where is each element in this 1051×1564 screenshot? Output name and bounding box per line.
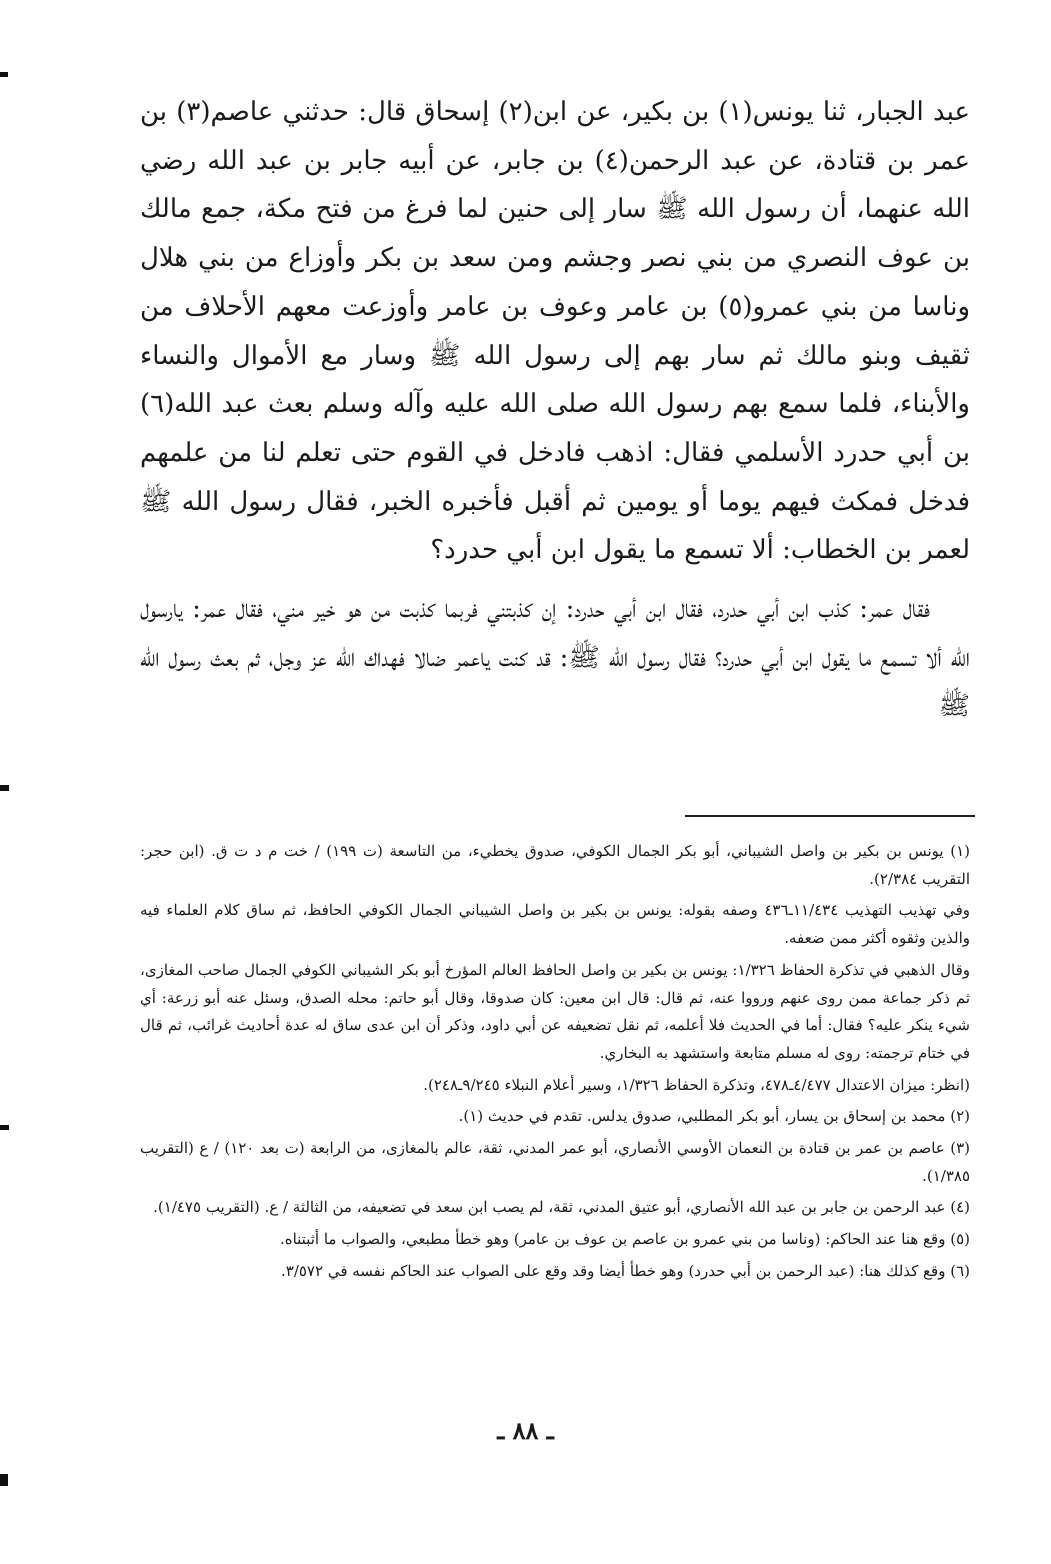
scan-mark (0, 1474, 8, 1486)
page-number: ـ ٨٨ ـ (497, 1416, 554, 1445)
footnotes (140, 838, 970, 1290)
paragraph-2: فقال عمر: كذب ابن أبي حدرد، فقال ابن أبي حدرد: إن كذبتني فربما كذبت من هو خير مني، فقال عمر: يارسول الله ألا تسمع ما يقول ابن أبي حدرد؟ فقال رسول الله ﷺ: قد كنت ياعمر ضالا فهداك الله عز وجل، ثم بعث رسول الله ﷺ (140, 594, 970, 722)
footnote-6: (٦) وقع كذلك هنا: (عبد الرحمن بن أبي حدرد) وهو خطأ أيضا وقد وقع على الصواب عند الحاكم نفسه في ٣/٥٧٢. (280, 1261, 970, 1280)
footnote-2: (٢) محمد بن إسحاق بن يسار، أبو بكر المطلبي، صدوق يدلس. تقدم في حديث (١). (458, 1107, 970, 1126)
paragraph-1: عبد الجبار، ثنا يونس(١) بن بكير، عن ابن(٢) إسحاق قال: حدثني عاصم(٣) بن عمر بن قتادة، عن عبد الرحمن(٤) بن جابر، عن أبيه جابر بن عبد الله رضي الله عنهما، أن رسول الله ﷺ سار إلى حنين لما فرغ من فتح مكة، جمع مالك بن عوف النصري من بني نصر وجشم ومن سعد بن بكر وأوزاع من بني هلال وناسا من بني عمرو(٥) بن عامر وعوف بن عامر وأوزعت معهم الأحلاف من ثقيف وبنو مالك ثم سار بهم إلى رسول الله ﷺ وسار مع الأموال والنساء والأبناء، فلما سمع بهم رسول الله صلى الله عليه وآله وسلم بعث عبد الله(٦) بن أبي حدرد الأسلمي فقال: اذهب فادخل في القوم حتى تعلم لنا من علمهم فدخل فمكث فيهم يوما أو يومين ثم أقبل فأخبره الخبر، فقال رسول الله ﷺ لعمر بن الخطاب: ألا تسمع ما يقول ابن أبي حدرد؟ (140, 97, 971, 566)
footnote-1-cont-b: وقال الذهبي في تذكرة الحفاظ ١/٣٢٦: يونس بن بكير بن واصل الحافظ العالم المؤرخ أبو بكر الشيباني الكوفي الجمال صاحب المغازى، ثم ذكر جماعة ممن روى عنهم ورووا عنه، ثم قال: قال ابن معين: كان صدوقا، وقال أبو حاتم: محله الصدق، وسئل عنه أبو زرعة: أي شيء ينكر عليه؟ فقال: أما في الحديث فلا أعلمه، ثم نقل تضعيفه عن أبي داود، وذكر أن ابن عدى ساق له عدة أحاديث غرائب، ثم قال في ختام ترجمته: روى له مسلم متابعة واستشهد به البخاري. (140, 960, 970, 1062)
footnote-separator (685, 815, 975, 817)
footnote-4: (٤) عبد الرحمن بن جابر بن عبد الله الأنصاري، أبو عتيق المدني، ثقة، لم يصب ابن سعد في تضعيفه، من الثالثة / ع. (التقريب ١/٤٧٥). (153, 1198, 970, 1217)
footnote-3: (٣) عاصم بن عمر بن قتادة بن النعمان الأوسي الأنصاري، أبو عمر المدني، ثقة، عالم بالمغازى، من الرابعة (ت بعد ١٢٠) / ع (التقريب ١/٣٨٥). (140, 1139, 971, 1185)
footnote-5: (٥) وقع هنا عند الحاكم: (وناسا من بني عمرو بن عاصم بن عوف بن عامر) وهو خطأ مطبعي، والصواب ما أثبتناه. (279, 1230, 970, 1249)
footnote-1-cont-a: وفي تهذيب التهذيب ١١/٤٣٤ـ٤٣٦ وصفه بقوله: يونس بن بكير بن واصل الشيباني الجمال الكوفي الحافظ، ثم ساق كلام العلماء فيه والذين وثقوه أكثر ممن ضعفه. (140, 901, 970, 948)
scan-mark (0, 785, 9, 791)
main-text (140, 88, 970, 731)
scan-mark (0, 72, 8, 77)
footnote-1-cont-c: (انظر: ميزان الاعتدال ٤/٤٧٧ـ٤٧٨، وتذكرة الحفاظ ١/٣٢٦، وسير أعلام النبلاء ٩/٢٤٥ـ٢٤٨). (423, 1075, 970, 1094)
scan-mark (0, 1125, 9, 1130)
footnote-1: (١) يونس بن بكير بن واصل الشيباني، أبو بكر الجمال الكوفي، صدوق يخطيء، من التاسعة (ت ١٩٩) / خت م د ت ق. (ابن حجر: التقريب ٢/٣٨٤). (140, 842, 970, 888)
